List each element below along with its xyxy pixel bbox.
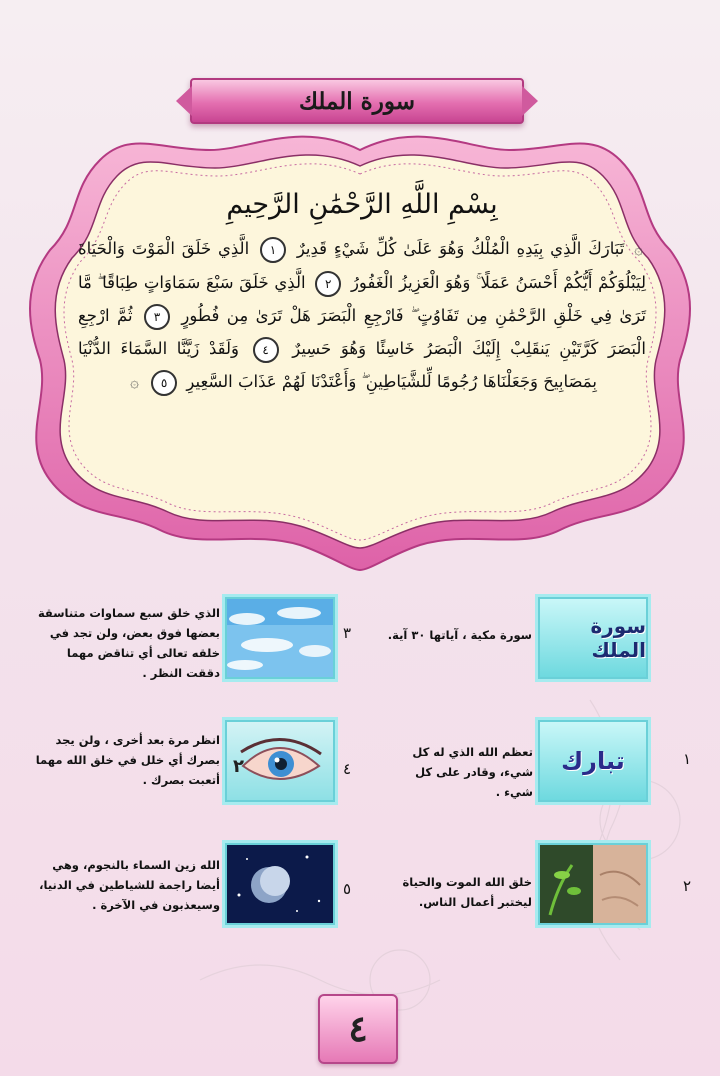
item-5-image: [225, 843, 335, 925]
page-number-badge: [318, 994, 398, 1064]
item-3-image: [225, 597, 335, 679]
item-3-text: الذي خلق سبع سماوات متناسقة بعضها فوق بعض، ولن تجد في خلقه تعالى أي تناقض مهما دققت النظر .: [37, 606, 220, 680]
item-5-text: الله زين السماء بالنجوم، وهي أيضا راجمة للشياطين في الدنيا، وسيعذبون في الآخرة .: [39, 858, 220, 912]
intro-label-thumb: [538, 597, 648, 679]
ayah-number-5: ٥: [151, 370, 177, 396]
page-number: ٤: [348, 1008, 368, 1050]
starry-sky-image: [227, 845, 333, 923]
item-2-number: ٢: [683, 877, 692, 895]
item-4-number: ٤: [343, 760, 352, 778]
item-1-label-thumb: [538, 720, 648, 802]
ayah-number-4: ٤: [253, 337, 279, 363]
item-1-number: ١: [683, 750, 692, 768]
surah-title: سورة الملك: [298, 87, 415, 115]
verse-text: [62, 232, 662, 399]
ornament-icon: ۞: [130, 373, 139, 391]
surah-title-banner: [190, 78, 524, 124]
ayah-3: الَّذِي خَلَقَ سَبْعَ سَمَاوَاتٍ طِبَاقًا ۖ مَّا تَرَىٰ فِي خَلْقِ الرَّحْمَٰنِ مِن تَفَاوُتٍ ۖ فَارْجِعِ الْبَصَرَ هَلْ تَرَىٰ مِن فُطُورٍ: [78, 273, 646, 325]
life-death-image: [540, 845, 646, 923]
ayah-number-1: ١: [260, 237, 286, 263]
ayah-number-2: ٢: [315, 271, 341, 297]
basmala: بِسْمِ اللَّهِ الرَّحْمَٰنِ الرَّحِيمِ: [226, 189, 498, 220]
ayah-1: تَبَارَكَ الَّذِي بِيَدِهِ الْمُلْكُ وَهُوَ عَلَىٰ كُلِّ شَيْءٍ قَدِيرٌ: [296, 239, 625, 258]
item-3-number: ٣: [343, 624, 352, 642]
item-1-label: تبارك: [561, 747, 625, 775]
item-4-text: انظر مرة بعد أخرى ، ولن يجد بصرك أي خلل في خلق الله مهما أتعبت بصرك .: [35, 733, 220, 787]
item-2-image: [538, 843, 648, 925]
ornament-icon: ۞: [634, 240, 643, 258]
ayah-number-3: ٣: [144, 304, 170, 330]
ayah-5: وَلَقَدْ زَيَّنَّا السَّمَاءَ الدُّنْيَا بِمَصَابِيحَ وَجَعَلْنَاهَا رُجُومًا لِّلشَّيَاطِينِ ۖ وَأَعْتَدْنَا لَهُمْ عَذَابَ السَّعِيرِ: [78, 339, 597, 391]
intro-label: سورة الملك: [590, 614, 646, 662]
verse-panel: [62, 175, 662, 525]
intro-text: سورة مكية ، آياتها ٣٠ آية.: [387, 628, 532, 642]
ayah-4: ثُمَّ ارْجِعِ الْبَصَرَ كَرَّتَيْنِ يَنقَلِبْ إِلَيْكَ الْبَصَرُ خَاسِئًا وَهُوَ حَسِيرٌ: [78, 306, 646, 358]
sky-image: [227, 599, 333, 677]
item-5-number: ٥: [343, 880, 352, 898]
ayah-2: الَّذِي خَلَقَ الْمَوْتَ وَالْحَيَاةَ لِيَبْلُوَكُمْ أَيُّكُمْ أَحْسَنُ عَمَلًا ۚ وَهُوَ الْعَزِيزُ الْغَفُورُ: [78, 239, 646, 292]
item-4-image: [225, 720, 335, 802]
item-4-image-number: ٢: [233, 756, 244, 777]
item-2-text: خلق الله الموت والحياة ليختبر أعمال الناس.: [402, 875, 532, 909]
item-1-text: تعظم الله الذي له كل شيء، وقادر على كل شيء .: [412, 745, 533, 799]
